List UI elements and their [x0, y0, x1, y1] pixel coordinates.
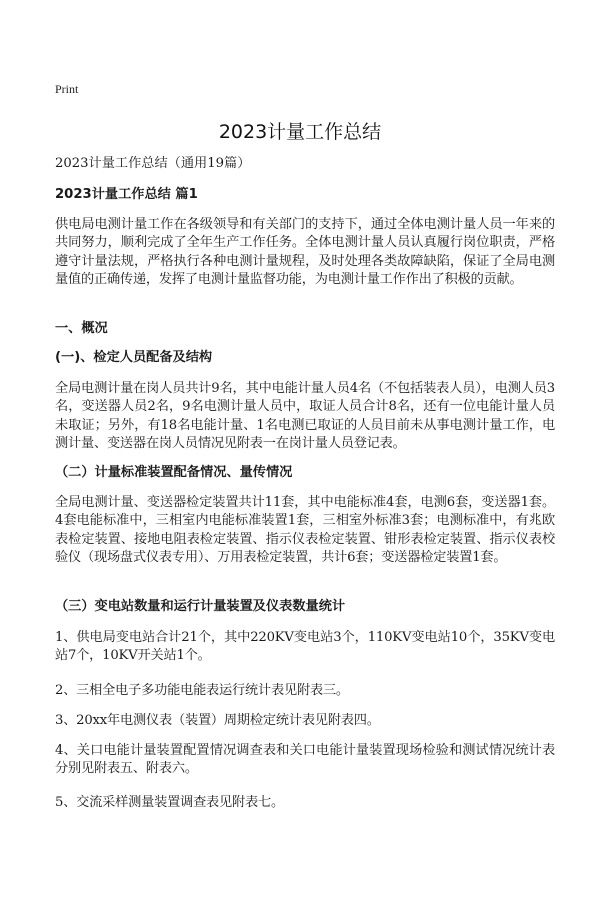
- list-item-1: 1、供电局变电站合计21个，其中220KV变电站3个，110KV变电站10个，35KV变电站7个，10KV开关站1个。: [55, 630, 555, 664]
- page-title: 2023计量工作总结: [218, 121, 382, 143]
- list-item-2: 2、三相全电子多功能电能表运行统计表见附表三。: [55, 683, 349, 698]
- standards-paragraph: 全局电测计量、变送器检定装置共计11套，其中电能标准4套，电测6套，变送器1套。4套电能标准中，三相室内电能标准装置1套，三相室外标准3套；电测标准中，有兆欧表检定装置、接地电阻表检定装置、指示仪表检定装置、钳形表检定装置、指示仪表校验仪（现场盘式仪表专用）、万用表检定装置，共计6套；变送器检定装置1套。: [55, 495, 555, 566]
- list-item-5: 5、交流采样测量装置调查表见附表七。: [55, 795, 284, 810]
- subtitle: 2023计量工作总结（通用19篇）: [55, 156, 251, 171]
- personnel-paragraph: 全局电测计量在岗人员共计9名，其中电能计量人员4名（不包括装表人员），电测人员3名，变送器人员2名，9名电测计量人员中，取证人员合计8名，还有一位电能计量人员未取证；另外，有18名电能计量、1名电测已取证的人员目前未从事电测计量工作，电测计量、变送器在岗人员情况见附表一在岗计量人员登记表。: [55, 381, 555, 452]
- list-item-4: 4、关口电能计量装置配置情况调查表和关口电能计量装置现场检验和测试情况统计表分别见附表五、附表六。: [55, 743, 555, 777]
- heading-overview: 一、概况: [55, 321, 108, 336]
- list-item-3: 3、20xx年电测仪表（装置）周期检定统计表见附表四。: [55, 713, 380, 728]
- heading-substations: （三）变电站数量和运行计量装置及仪表数量统计: [55, 599, 346, 614]
- intro-paragraph: 供电局电测计量工作在各级领导和有关部门的支持下，通过全体电测计量人员一年来的共同努力，顺利完成了全年生产工作任务。全体电测计量人员认真履行岗位职责，严格遵守计量法规，严格执行各种电测计量规程，及时处理各类故障缺陷，保证了全局电测量值的正确传递，发挥了电测计量监督功能，为电测计量工作作出了积极的贡献。: [55, 217, 555, 288]
- section-title: 2023计量工作总结 篇1: [55, 187, 198, 202]
- print-label: Print: [55, 82, 79, 96]
- heading-personnel: (一)、检定人员配备及结构: [55, 350, 213, 365]
- heading-standards: （二）计量标准装置配备情况、量传情况: [55, 465, 293, 480]
